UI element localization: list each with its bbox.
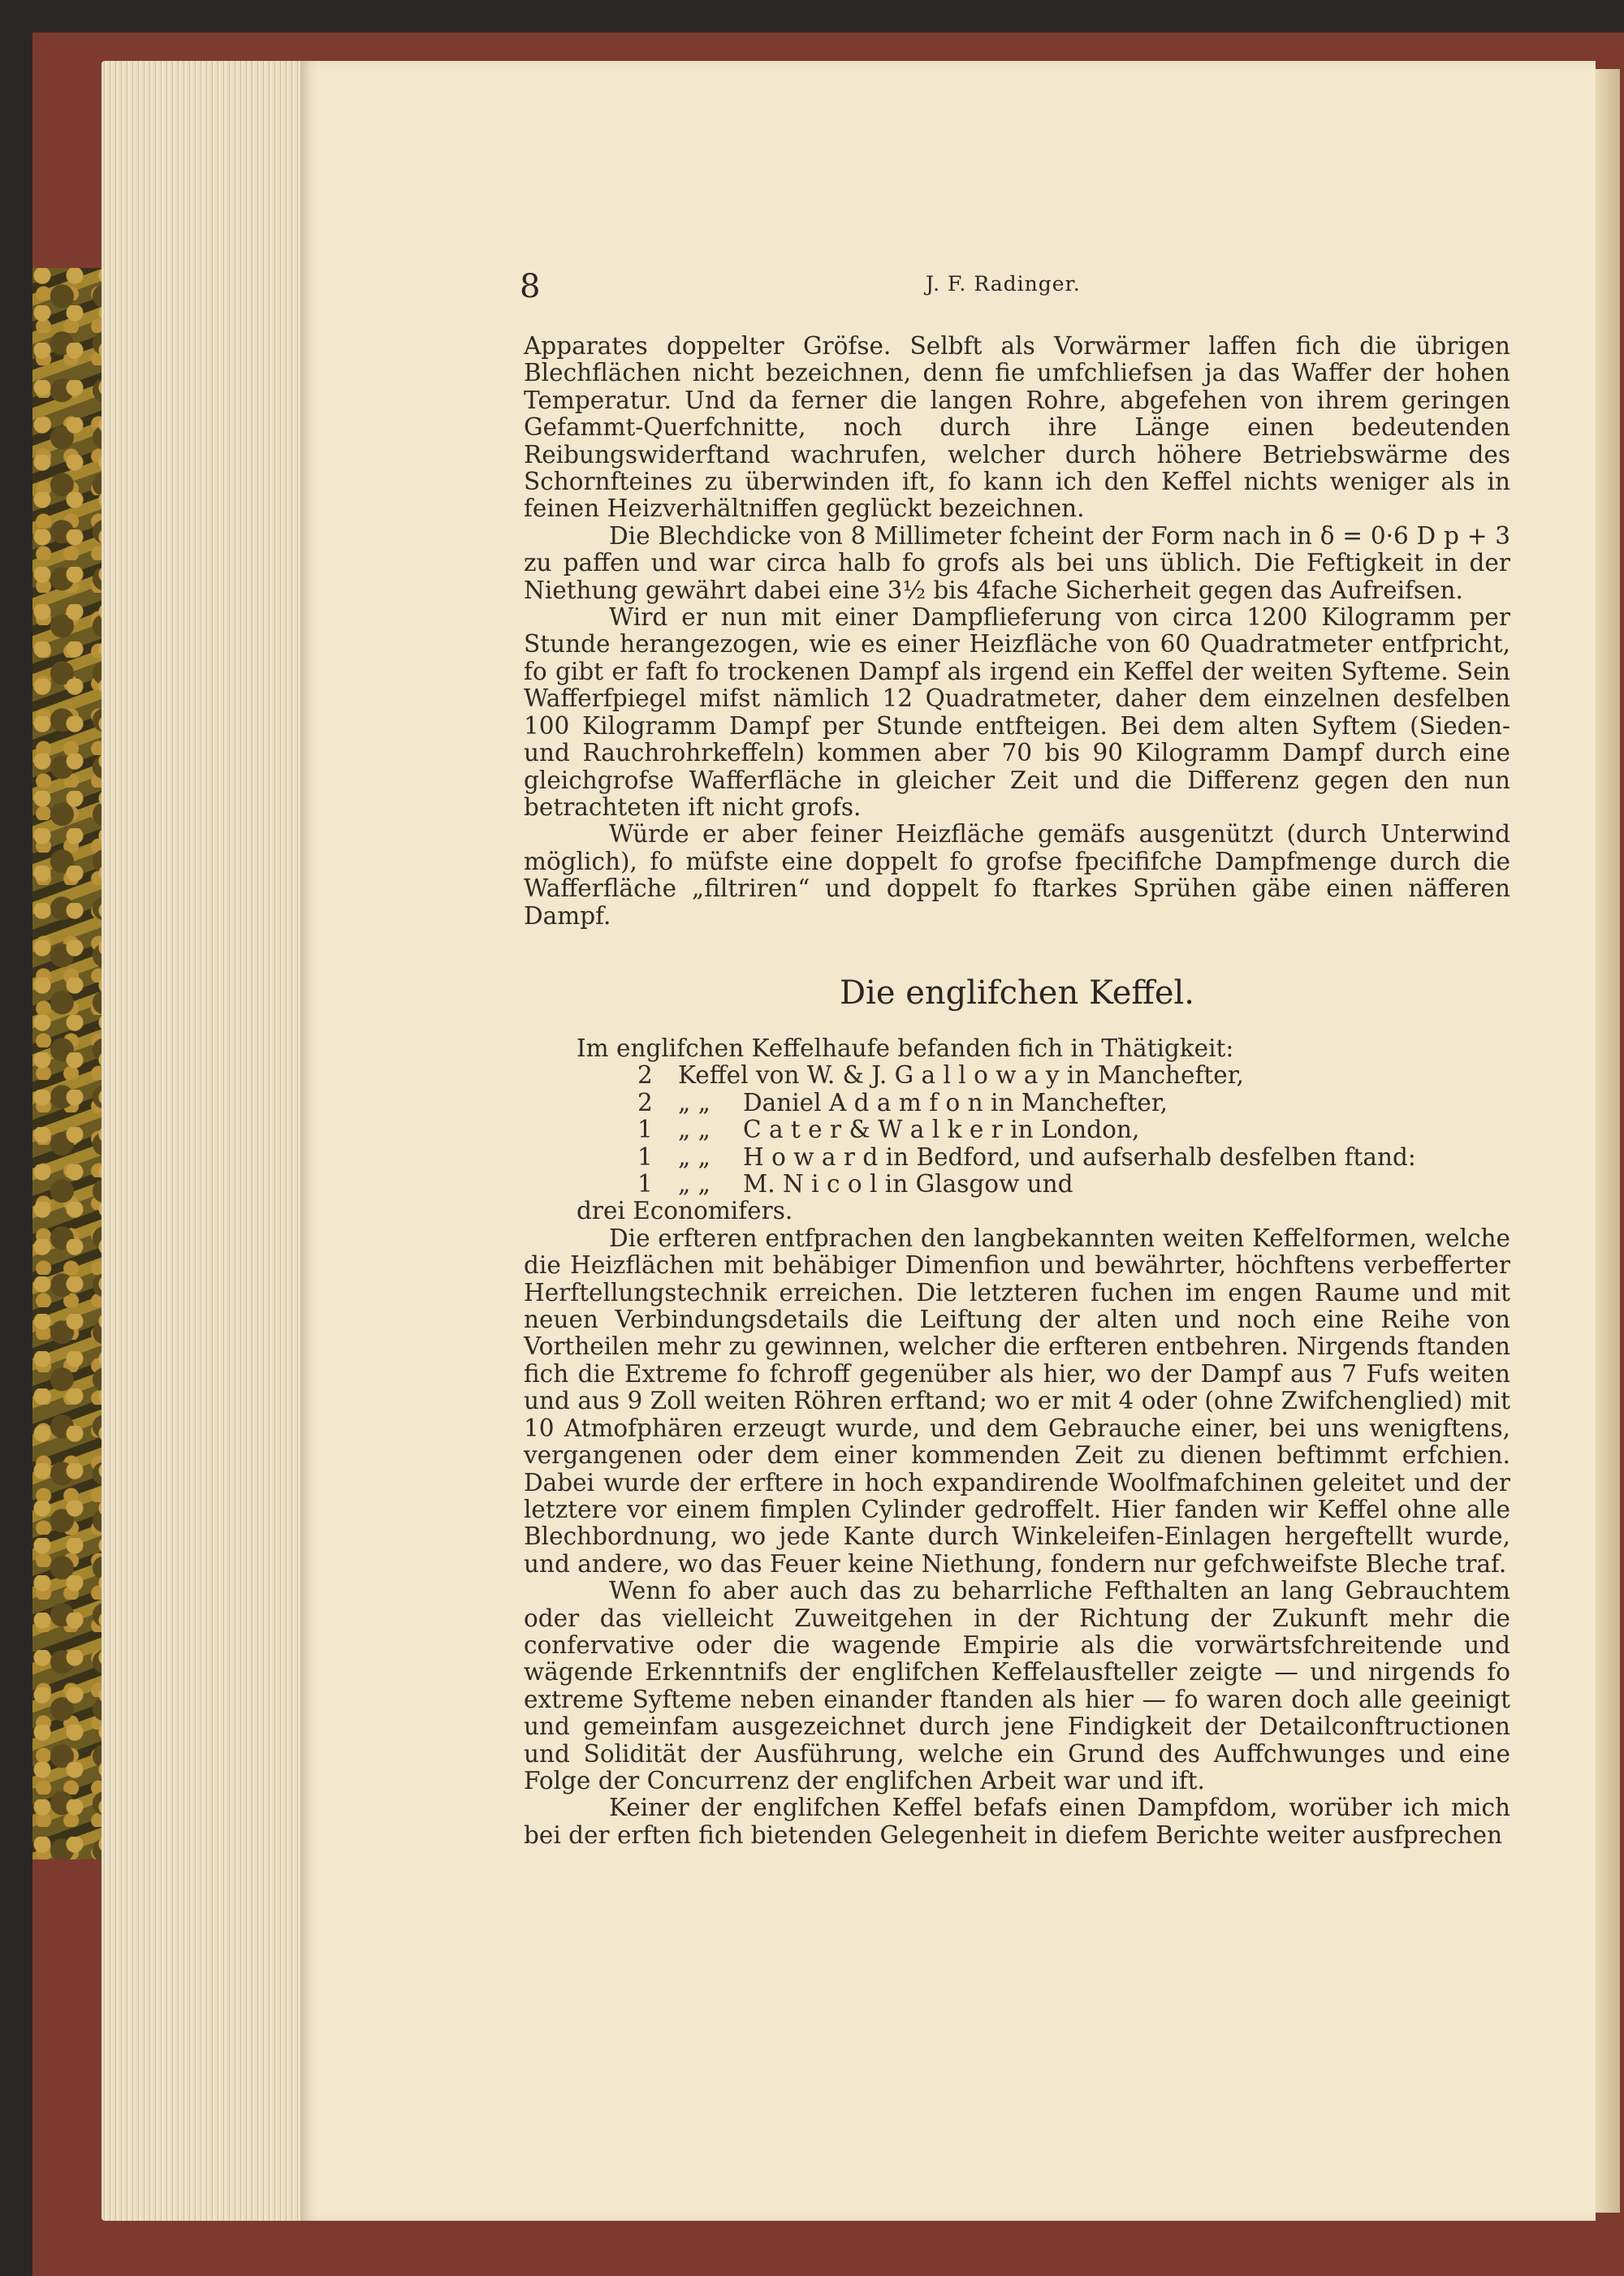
list-item bbox=[524, 1144, 1510, 1171]
list-item bbox=[524, 1171, 1510, 1198]
list-item bbox=[524, 1116, 1510, 1143]
page-right-edge bbox=[1596, 69, 1620, 2213]
list-count: 1 bbox=[637, 1142, 653, 1171]
list-item bbox=[524, 1090, 1510, 1116]
list-intro: Im englifchen Keffelhaufe befanden fich in Thätigkeit: bbox=[577, 1034, 1234, 1062]
paragraph: Apparates doppelter Gröfse. Selbft als Vorwärmer laffen fich die übrigen Blechflächen nicht bezeichnen, denn fie umfchliefsen ja das Waffer der hohen Temperatur. Und da ferner die langen Rohre, abgefehen von ihrem geringen Gefammt-Querfchnitte, noch durch ihre Länge einen bedeutenden Reibungswiderftand wachrufen, welcher durch höhere Betriebswärme des Schornfteines zu überwinden ift, fo kann ich den Keffel nichts weniger als in feinen Heizverhältniffen geglückt bezeichnen. bbox=[524, 332, 1510, 523]
section-1-text bbox=[524, 333, 1510, 930]
running-head: J. F. Radinger. bbox=[926, 272, 1081, 296]
section-heading: Die englifchen Keffel. bbox=[839, 974, 1195, 1012]
paragraph: Wird er nun mit einer Dampflieferung von circa 1200 Kilogramm per Stunde herangezogen, wie es einer Heizfläche von 60 Quadratmeter entfpricht, fo gibt er faft fo trockenen Dampf als irgend ein Keffel der weiten Syfteme. Sein Wafferfpiegel mifst nämlich 12 Quadratmeter, daher dem einzelnen desfelben 100 Kilogramm Dampf per Stunde entfteigen. Bei dem alten Syftem (Sieden- und Rauchrohrkeffeln) kommen aber 70 bis 90 Kilogramm Dampf durch eine gleichgrofse Wafferfläche in gleicher Zeit und die Differenz gegen den nun betrachteten ift nicht grofs. bbox=[524, 603, 1510, 821]
list-item bbox=[524, 1062, 1510, 1089]
paragraph: Würde er aber feiner Heizfläche gemäfs ausgenützt (durch Unterwind möglich), fo müfste eine doppelt fo grofse fpecififche Dampfmenge durch die Wafferfläche „filtriren“ und doppelt fo ftarkes Sprühen gäbe einen näfferen Dampf. bbox=[524, 820, 1510, 930]
list-text: Daniel A d a m f o n in Manchefter, bbox=[743, 1088, 1168, 1116]
list-text: H o w a r d in Bedford, und aufserhalb desfelben ftand: bbox=[743, 1142, 1416, 1171]
list-text: Keffel von W. & J. G a l l o w a y in Manchefter, bbox=[678, 1061, 1244, 1090]
paragraph: Keiner der englifchen Keffel befafs einen Dampfdom, worüber ich mich bei der erften fich bietenden Gelegenheit in diefem Berichte weiter ausfprechen bbox=[524, 1794, 1510, 1849]
marbled-binding bbox=[32, 268, 102, 1859]
list-count: 1 bbox=[637, 1170, 653, 1198]
paragraph: Die Blechdicke von 8 Millimeter fcheint der Form nach in δ = 0·6 D p + 3 zu paffen und war circa halb fo grofs als bei uns üblich. Die Feftigkeit in der Niethung gewährt dabei eine 3½ bis 4fache Sicherheit gegen das Aufreifsen. bbox=[524, 521, 1510, 604]
list-count: 2 bbox=[637, 1061, 653, 1090]
page-number: 8 bbox=[520, 268, 541, 305]
section-2-text bbox=[524, 1035, 1510, 1849]
list-count: 1 bbox=[637, 1116, 653, 1144]
list-text: M. N i c o l in Glasgow und bbox=[743, 1170, 1073, 1198]
paragraph: Die erfteren entfprachen den langbekannten weiten Keffelformen, welche die Heizflächen mit behäbiger Dimenfion und bewährter, höchftens verbefferter Herftellungstechnik erreichen. Die letzteren fuchen im engen Raume und mit neuen Verbindungsdetails die Leiftung der alten und noch eine Reihe von Vortheilen mehr zu gewinnen, welcher die erfteren entbehren. Nirgends ftanden fich die Extreme fo fchroff gegenüber als hier, wo der Dampf aus 7 Fufs weiten und aus 9 Zoll weiten Röhren erftand; wo er mit 4 oder (ohne Zwifchenglied) mit 10 Atmofphären erzeugt wurde, und dem Gebrauche einer, bei uns wenigftens, vergangenen oder dem einer kommenden Zeit zu dienen beftimmt erfchien. Dabei wurde der erftere in hoch expandirende Woolfmafchinen geleitet und der letztere vor einem fimplen Cylinder gedroffelt. Hier fanden wir Keffel ohne alle Blechbordnung, wo jede Kante durch Winkeleifen-Einlagen hergeftellt wurde, und andere, wo das Feuer keine Niethung, fondern nur gefchweifste Bleche traf. bbox=[524, 1224, 1510, 1578]
page-stack-edges bbox=[102, 61, 309, 2221]
list-count: 2 bbox=[637, 1088, 653, 1116]
ditto-marks: „ „ bbox=[678, 1116, 710, 1144]
list-closing: drei Economifers. bbox=[577, 1197, 793, 1225]
ditto-marks: „ „ bbox=[678, 1142, 710, 1171]
paragraph: Wenn fo aber auch das zu beharrliche Fefthalten an lang Gebrauchtem oder das vielleicht Zuweitgehen in der Richtung der Zukunft mehr die confervative oder die wagende Empirie als die vorwärtsfchreitende und wägende Erkenntnifs der englifchen Keffelausfteller zeigte — und nirgends fo extreme Syfteme neben einander ftanden als hier — fo waren doch alle geeinigt und gemeinfam ausgezeichnet durch jene Findigkeit der Detailconftructionen und Solidität der Ausführung, welche ein Grund des Auffchwunges und eine Folge der Concurrenz der englifchen Arbeit war und ift. bbox=[524, 1577, 1510, 1794]
ditto-marks: „ „ bbox=[678, 1088, 710, 1116]
ditto-marks: „ „ bbox=[678, 1170, 710, 1198]
list-text: C a t e r & W a l k e r in London, bbox=[743, 1116, 1140, 1144]
